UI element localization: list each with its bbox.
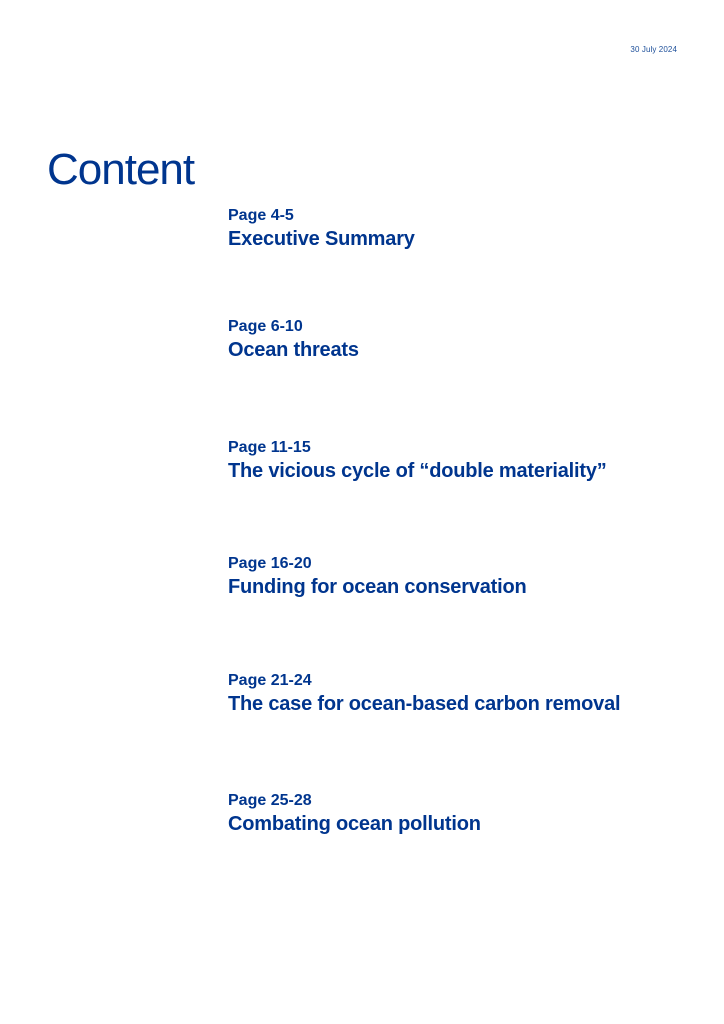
toc-section-title: Executive Summary bbox=[228, 228, 415, 250]
toc-page-range: Page 16-20 bbox=[228, 555, 312, 572]
toc-section-title: Funding for ocean conservation bbox=[228, 576, 527, 598]
toc-page-range: Page 4-5 bbox=[228, 207, 294, 224]
toc-page-range: Page 11-15 bbox=[228, 439, 311, 456]
toc-page-range: Page 6-10 bbox=[228, 318, 303, 335]
toc-entry[interactable] bbox=[228, 791, 718, 837]
document-date: 30 July 2024 bbox=[630, 45, 677, 54]
toc-section-title: Combating ocean pollution bbox=[228, 813, 481, 835]
toc-section-title: Ocean threats bbox=[228, 339, 359, 361]
toc-page-range: Page 25-28 bbox=[228, 792, 312, 809]
toc-section-title: The vicious cycle of “double materiality” bbox=[228, 460, 607, 482]
toc-page-range: Page 21-24 bbox=[228, 672, 312, 689]
toc-entry[interactable] bbox=[228, 206, 718, 252]
toc-entry[interactable] bbox=[228, 438, 718, 484]
toc-entry[interactable] bbox=[228, 554, 718, 600]
toc-section-title: The case for ocean-based carbon removal bbox=[228, 693, 621, 715]
toc-entry[interactable] bbox=[228, 671, 718, 717]
page-title: Content bbox=[47, 145, 195, 194]
toc-entry[interactable] bbox=[228, 317, 718, 363]
table-of-contents bbox=[228, 0, 718, 1024]
